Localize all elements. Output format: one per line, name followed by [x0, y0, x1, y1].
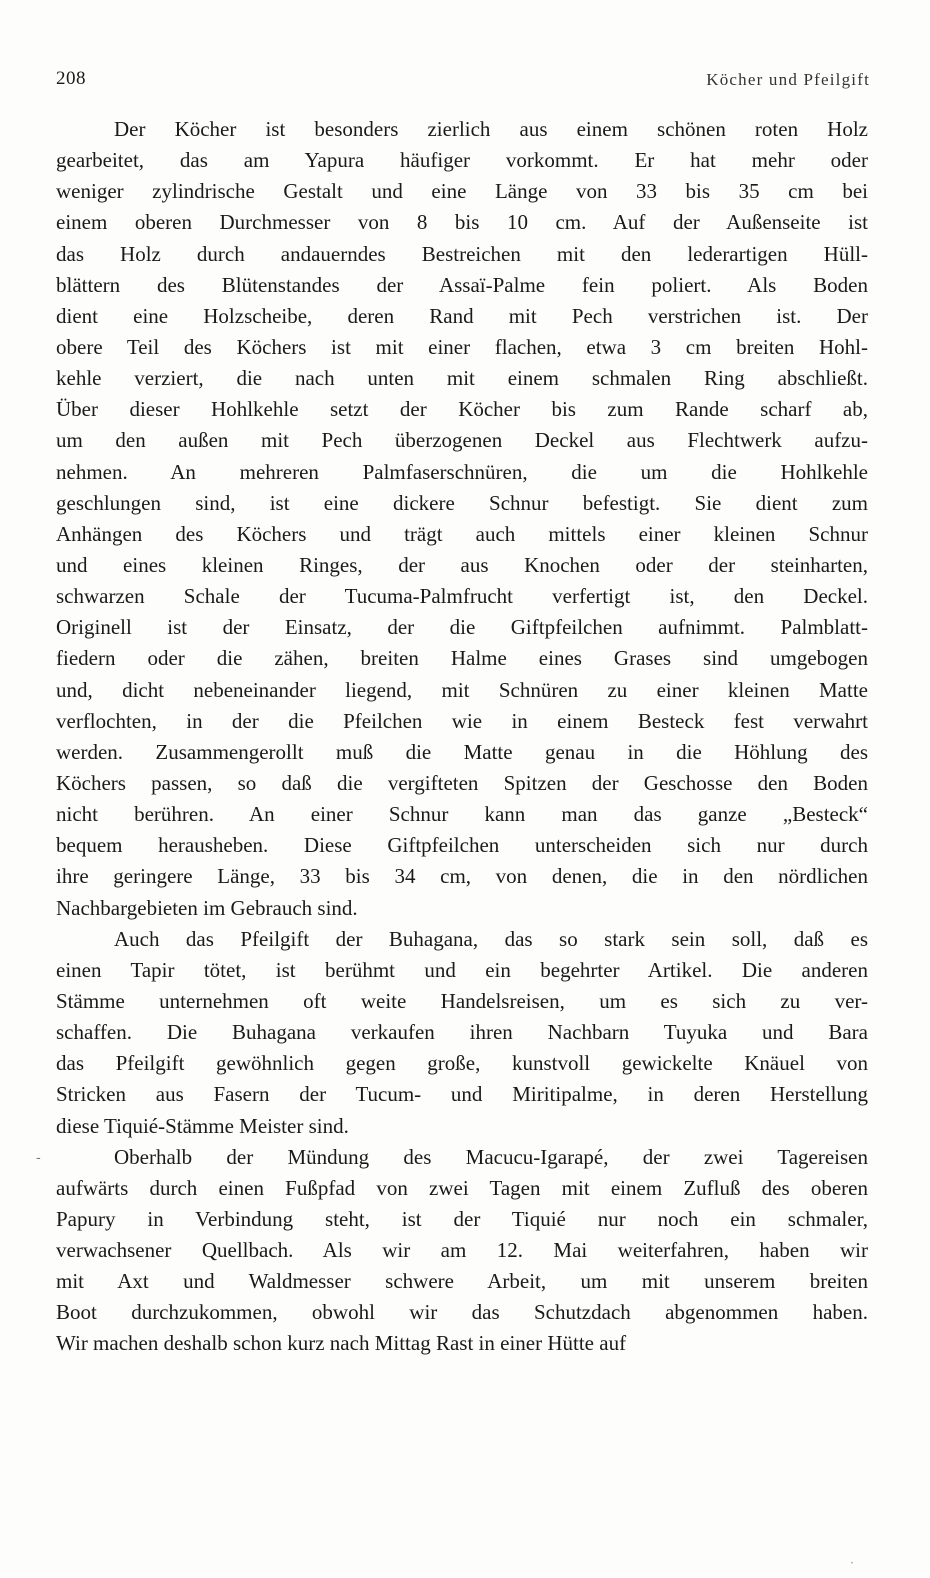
text-line: aufwärts durch einen Fußpfad von zwei Tagen mit einem Zufluß des oberen: [56, 1175, 868, 1200]
paragraph: [56, 924, 868, 1142]
text-line: Originell ist der Einsatz, der die Giftpfeilchen aufnimmt. Palmblatt-: [56, 615, 868, 640]
text-line: fiedern oder die zähen, breiten Halme eines Grases sind umgebogen: [56, 646, 868, 671]
text-line: Auch das Pfeilgift der Buhagana, das so stark sein soll, daß es: [114, 926, 868, 951]
text-line: Nachbargebieten im Gebrauch sind.: [56, 895, 358, 920]
text-line: Papury in Verbindung steht, ist der Tiquié nur noch ein schmaler,: [56, 1206, 868, 1231]
running-head: Köcher und Pfeilgift: [706, 70, 870, 89]
text-line: und eines kleinen Ringes, der aus Knochen oder der steinharten,: [56, 552, 868, 577]
text-line: ihre geringere Länge, 33 bis 34 cm, von denen, die in den nördlichen: [56, 864, 868, 889]
text-line: Stämme unternehmen oft weite Handelsreisen, um es sich zu ver-: [56, 988, 868, 1013]
text-line: nicht berühren. An einer Schnur kann man das ganze „Besteck“: [56, 802, 868, 827]
margin-mark: -: [36, 1150, 41, 1166]
text-line: und, dicht nebeneinander liegend, mit Schnüren zu einer kleinen Matte: [56, 677, 868, 702]
text-line: Oberhalb der Mündung des Macucu-Igarapé, der zwei Tagereisen: [114, 1144, 868, 1169]
paragraph: [56, 114, 868, 924]
text-line: schaffen. Die Buhagana verkaufen ihren Nachbarn Tuyuka und Bara: [56, 1020, 868, 1045]
margin-dot: ·: [850, 1556, 854, 1570]
text-line: mit Axt und Waldmesser schwere Arbeit, um mit unserem breiten: [56, 1269, 868, 1294]
text-line: das Pfeilgift gewöhnlich gegen große, kunstvoll gewickelte Knäuel von: [56, 1051, 868, 1076]
text-line: das Holz durch andauerndes Bestreichen mit den lederartigen Hüll-: [56, 241, 868, 266]
text-line: dient eine Holzscheibe, deren Rand mit Pech verstrichen ist. Der: [56, 303, 868, 328]
paragraph: [56, 1142, 868, 1360]
text-line: kehle verziert, die nach unten mit einem schmalen Ring abschließt.: [56, 366, 868, 391]
text-line: einem oberen Durchmesser von 8 bis 10 cm. Auf der Außenseite ist: [56, 210, 868, 235]
text-line: Der Köcher ist besonders zierlich aus einem schönen roten Holz: [114, 117, 868, 141]
text-line: obere Teil des Köchers ist mit einer flachen, etwa 3 cm breiten Hohl-: [56, 334, 868, 359]
text-line: schwarzen Schale der Tucuma-Palmfrucht verfertigt ist, den Deckel.: [56, 584, 868, 609]
page-number: 208: [56, 68, 86, 89]
text-line: geschlungen sind, ist eine dickere Schnur befestigt. Sie dient zum: [56, 490, 868, 515]
text-line: verflochten, in der die Pfeilchen wie in einem Besteck fest verwahrt: [56, 708, 868, 733]
text-line: Über dieser Hohlkehle setzt der Köcher bis zum Rande scharf ab,: [56, 397, 868, 422]
text-line: Stricken aus Fasern der Tucum- und Miritipalme, in deren Herstellung: [56, 1082, 868, 1107]
text-line: einen Tapir tötet, ist berühmt und ein begehrter Artikel. Die anderen: [56, 957, 868, 982]
text-line: diese Tiquié-Stämme Meister sind.: [56, 1113, 349, 1138]
text-line: Anhängen des Köchers und trägt auch mittels einer kleinen Schnur: [56, 521, 868, 546]
text-line: werden. Zusammengerollt muß die Matte genau in die Höhlung des: [56, 739, 868, 764]
text-line: verwachsener Quellbach. Als wir am 12. Mai weiterfahren, haben wir: [56, 1238, 868, 1263]
text-line: gearbeitet, das am Yapura häufiger vorkommt. Er hat mehr oder: [56, 148, 868, 173]
page-header: [56, 68, 870, 98]
text-line: Wir machen deshalb schon kurz nach Mittag Rast in einer Hütte auf: [56, 1331, 627, 1356]
body-text: [56, 114, 868, 1360]
text-line: blättern des Blütenstandes der Assaï-Palme fein poliert. Als Boden: [56, 272, 868, 297]
text-line: Boot durchzukommen, obwohl wir das Schutzdach abgenommen haben.: [56, 1300, 868, 1325]
text-line: nehmen. An mehreren Palmfaserschnüren, die um die Hohlkehle: [56, 459, 868, 484]
text-line: Köchers passen, so daß die vergifteten Spitzen der Geschosse den Boden: [56, 770, 868, 795]
text-line: weniger zylindrische Gestalt und eine Länge von 33 bis 35 cm bei: [56, 179, 868, 204]
text-line: bequem herausheben. Diese Giftpfeilchen unterscheiden sich nur durch: [56, 833, 868, 858]
text-line: um den außen mit Pech überzogenen Deckel aus Flechtwerk aufzu-: [56, 428, 868, 453]
